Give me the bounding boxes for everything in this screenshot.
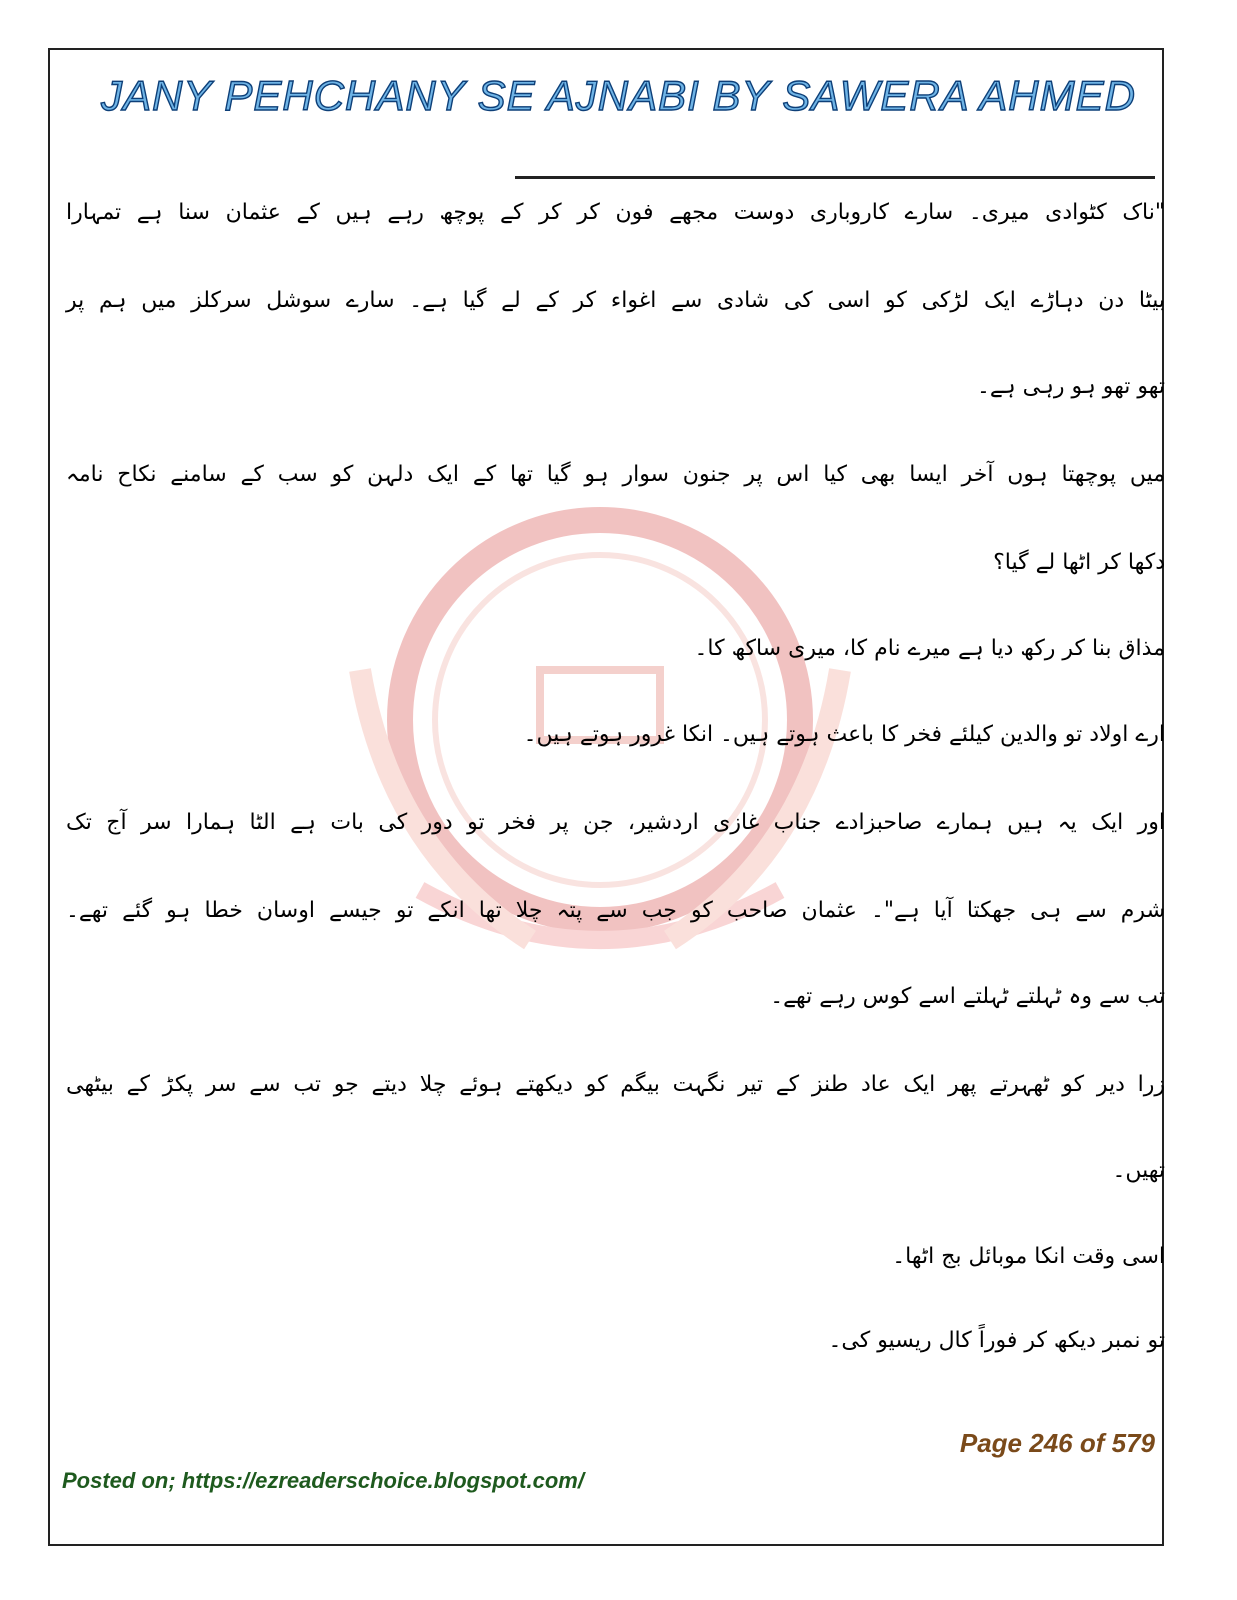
book-title: JANY PEHCHANY SE AJNABI BY SAWERA AHMED <box>101 72 1136 119</box>
text-line: شرم سے ہی جھکتا آیا ہے"۔ عثمان صاحب کو جب سے پتہ چلا تھا انکے تو جیسے اوسان خطا ہو گئے تھے۔ <box>66 898 1165 923</box>
text-line: مذاق بنا کر رکھ دیا ہے میرے نام کا، میری ساکھ کا۔ <box>694 636 1165 661</box>
page-number: Page 246 of 579 <box>959 1428 1155 1458</box>
text-line: زرا دیر کو ٹھہرتے پھر ایک عاد طنز کے تیر نگہت بیگم کو دیکھتے ہوئے چلا دیتے جو تب سے سر پکڑ کے بیٹھی <box>66 1072 1165 1097</box>
text-line: دکھا کر اٹھا لے گیا؟ <box>993 550 1165 575</box>
text-line: میں پوچھتا ہوں آخر ایسا بھی کیا اس پر جنون سوار ہو گیا تھا کے ایک دلہن کو سب کے سامنے نکاح نامہ <box>66 462 1165 487</box>
text-line: تھو تھو ہو رہی ہے۔ <box>976 374 1165 399</box>
text-line: ارے اولاد تو والدین کیلئے فخر کا باعث ہوتے ہیں۔ انکا غرور ہوتے ہیں۔ <box>523 722 1165 747</box>
text-line: بیٹا دن دہاڑے ایک لڑکی کو اسی کی شادی سے اغواء کر کے لے گیا ہے۔ سارے سوشل سرکلز میں ہم پر <box>66 288 1165 313</box>
text-line: تھیں۔ <box>1112 1158 1165 1183</box>
text-line: تب سے وہ ٹہلتے ٹہلتے اسے کوس رہے تھے۔ <box>770 984 1165 1009</box>
text-line: اور ایک یہ ہیں ہمارے صاحبزادے جناب غازی اردشیر، جن پر فخر تو دور کی بات ہے الٹا ہمارا سر آج تک <box>66 810 1165 835</box>
text-line: "ناک کٹوادی میری۔ سارے کاروباری دوست مجھے فون کر کر کے پوچھ رہے ہیں کے عثمان سنا ہے تمہارا <box>66 200 1165 225</box>
text-line: اسی وقت انکا موبائل بج اٹھا۔ <box>892 1244 1165 1269</box>
title-divider <box>515 176 1155 179</box>
text-line: تو نمبر دیکھ کر فوراً کال ریسیو کی۔ <box>828 1328 1165 1353</box>
posted-on-link[interactable]: Posted on; https://ezreaderschoice.blogspot.com/ <box>62 1468 584 1493</box>
